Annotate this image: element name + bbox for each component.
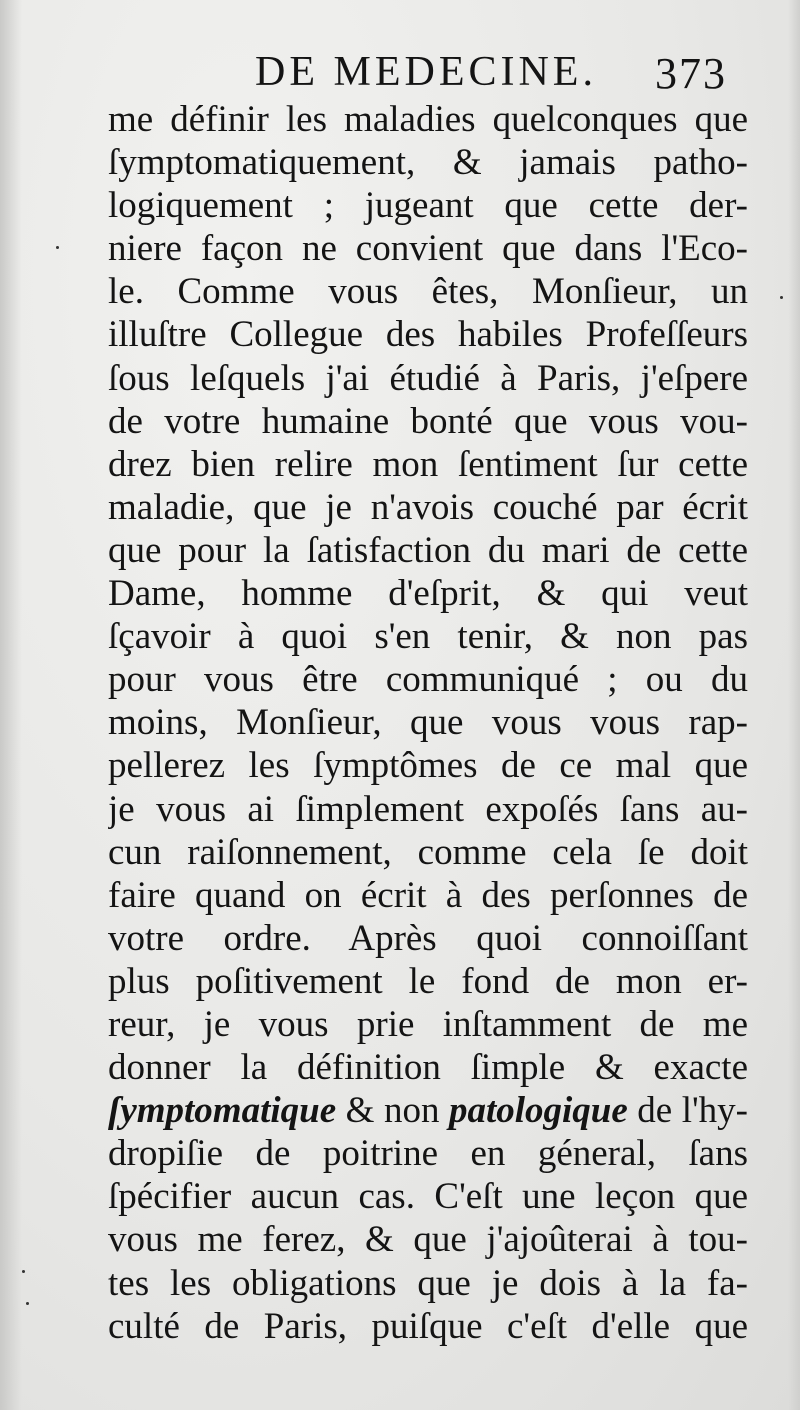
text-line	[108, 486, 748, 529]
text-segment: donner la définition ſimple & exacte	[108, 1047, 748, 1089]
text-segment: reur, je vous prie inſtamment de me	[108, 1003, 748, 1045]
text-line	[108, 313, 748, 356]
text-segment: pellerez les ſymptômes de ce mal que	[108, 745, 748, 787]
text-line	[108, 1218, 748, 1261]
text-line	[108, 788, 748, 831]
italic-term: ſymptomatique	[108, 1090, 337, 1132]
ink-speck	[22, 1270, 25, 1273]
text-segment: plus poſitivement le fond de mon er-	[108, 960, 748, 1002]
text-segment: de l'hy-	[627, 1090, 748, 1132]
text-line	[108, 400, 748, 443]
text-line	[108, 1262, 748, 1305]
text-segment: dropiſie de poitrine en géneral, ſans	[108, 1133, 748, 1175]
ink-speck	[780, 296, 783, 299]
text-segment: illuſtre Collegue des habiles Profeſſeurs	[108, 314, 748, 356]
text-line	[108, 744, 748, 787]
body-text	[108, 98, 748, 1348]
text-segment: ſpécifier aucun cas. C'eſt une leçon que	[108, 1176, 748, 1218]
text-segment: moins, Monſieur, que vous vous rap-	[108, 702, 748, 744]
text-segment: culté de Paris, puiſque c'eſt d'elle que	[108, 1305, 748, 1347]
text-segment: votre ordre. Après quoi connoiſſant	[108, 917, 748, 959]
text-line	[108, 960, 748, 1003]
text-line	[108, 227, 748, 270]
gutter-shadow	[0, 0, 22, 1410]
text-segment: de votre humaine bonté que vous vou-	[108, 400, 748, 442]
text-line	[108, 529, 748, 572]
text-line	[108, 572, 748, 615]
text-segment: me définir les maladies quelconques que	[108, 99, 748, 140]
text-line	[108, 184, 748, 227]
text-segment: ſymptomatiquement, & jamais patho-	[108, 142, 748, 184]
text-segment: le. Comme vous êtes, Monſieur, un	[108, 271, 748, 313]
text-line	[108, 98, 748, 141]
text-segment: faire quand on écrit à des perſonnes de	[108, 874, 748, 916]
text-segment: pour vous être communiqué ; ou du	[108, 659, 748, 701]
text-line	[108, 658, 748, 701]
ink-speck	[56, 246, 59, 249]
text-segment: drez bien relire mon ſentiment ſur cette	[108, 443, 748, 485]
text-line	[108, 1132, 748, 1175]
text-segment: ſçavoir à quoi s'en tenir, & non pas	[108, 616, 748, 658]
text-segment: Dame, homme d'eſprit, & qui veut	[108, 573, 748, 615]
text-segment: cun raiſonnement, comme cela ſe doit	[108, 831, 748, 873]
text-line	[108, 357, 748, 400]
text-segment: que pour la ſatisfaction du mari de cette	[108, 529, 748, 571]
text-line	[108, 270, 748, 313]
text-segment: & non	[336, 1090, 449, 1132]
text-line	[108, 615, 748, 658]
text-line	[108, 1089, 748, 1132]
text-segment: vous me ferez, & que j'ajoûterai à tou-	[108, 1219, 748, 1261]
text-line	[108, 1046, 748, 1089]
running-head: DE MEDECINE.	[255, 49, 597, 95]
italic-term: patologique	[448, 1090, 628, 1132]
text-line	[108, 701, 748, 744]
text-line	[108, 874, 748, 917]
ink-speck	[26, 1302, 29, 1305]
text-segment: ſous leſquels j'ai étudié à Paris, j'eſpere	[108, 357, 748, 399]
text-line	[108, 141, 748, 184]
text-line	[108, 831, 748, 874]
text-segment: logiquement ; jugeant que cette der-	[108, 185, 748, 227]
text-segment: maladie, que je n'avois couché par écrit	[108, 486, 748, 528]
page-header	[255, 44, 775, 104]
text-line	[108, 917, 748, 960]
text-line	[108, 1175, 748, 1218]
text-line	[108, 1305, 748, 1348]
text-segment: je vous ai ſimplement expoſés ſans au-	[108, 788, 748, 830]
page-edge	[788, 0, 800, 1410]
page-number: 373	[655, 49, 727, 98]
text-segment: niere façon ne convient que dans l'Eco-	[108, 228, 748, 270]
text-line	[108, 1003, 748, 1046]
text-segment: tes les obligations que je dois à la fa-	[108, 1262, 748, 1304]
text-line	[108, 443, 748, 486]
